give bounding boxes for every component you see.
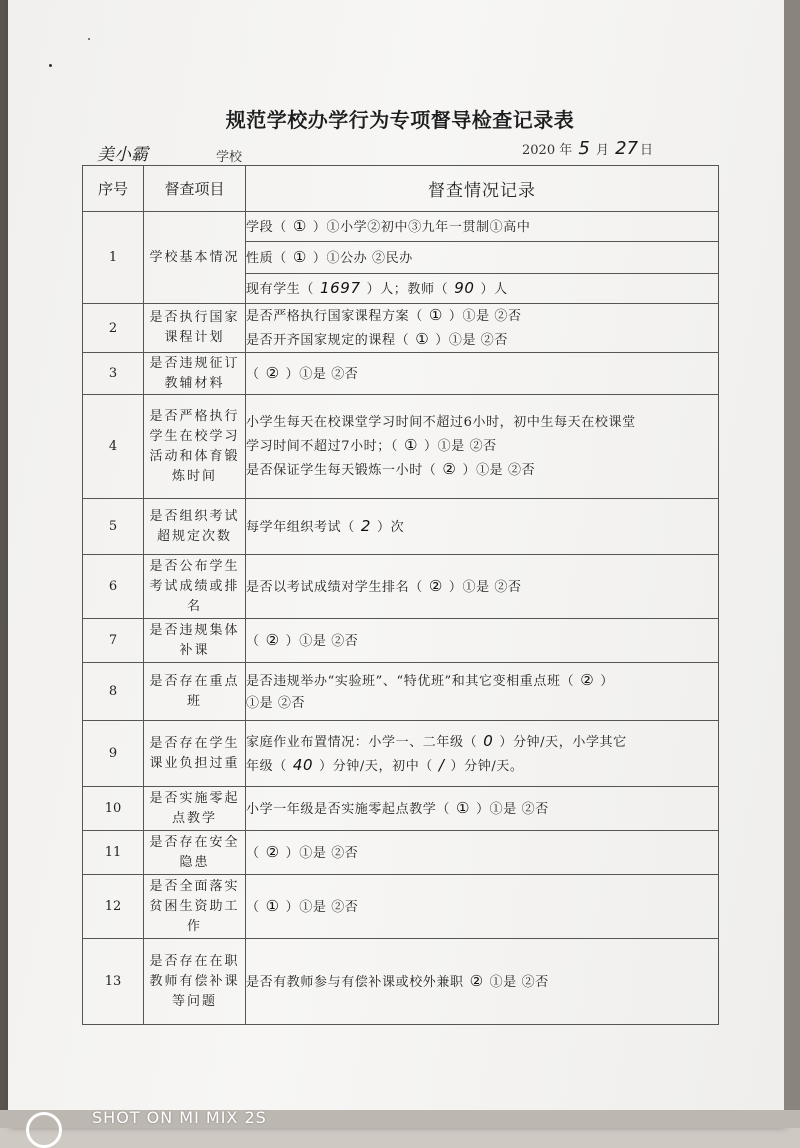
ink-dot (88, 38, 90, 40)
photo-watermark: SHOT ON MI MIX 2S (92, 1108, 267, 1127)
table-row (83, 499, 719, 555)
record-text: ）①公办 ②民办 (312, 250, 413, 266)
row-number: 1 (83, 212, 144, 304)
record-line (246, 362, 718, 386)
handwritten-answer: 40 (292, 755, 314, 774)
row-item: 学校基本情况 (144, 212, 246, 304)
handwritten-answer: ① (292, 216, 307, 235)
record-text: 是否严格执行国家课程方案（ (246, 309, 423, 324)
handwritten-answer: ① (415, 330, 430, 348)
record-text: 小学生每天在校课堂学习时间不超过6小时，初中生每天在校课堂 (246, 414, 636, 430)
record-text: 是否保证学生每天锻炼一小时（ (246, 462, 437, 478)
record-text: 家庭作业布置情况：小学一、二年级（ (246, 734, 478, 750)
record-text: ）人 (480, 281, 508, 297)
row-item: 是否全面落实贫困生资助工作 (144, 875, 246, 939)
row-number: 13 (83, 939, 144, 1025)
row-record (246, 304, 719, 353)
record-text: ）①是 ②否 (285, 633, 359, 649)
record-text: 年级（ (246, 758, 287, 774)
record-text: ）①是 ②否 (285, 366, 359, 382)
handwritten-answer: ① (292, 247, 307, 266)
row-item: 是否公布学生考试成绩或排名 (144, 555, 246, 619)
row-number: 3 (83, 353, 144, 395)
handwritten-answer: 1697 (320, 278, 361, 297)
row-number: 5 (83, 499, 144, 555)
record-text: ）①是 ②否 (285, 845, 359, 861)
row-number: 10 (83, 787, 144, 831)
record-line (246, 246, 718, 270)
row-number: 7 (83, 619, 144, 663)
record-line (246, 277, 718, 301)
row-record (246, 395, 719, 499)
table-row (83, 875, 719, 939)
row-number: 8 (83, 663, 144, 721)
date-month: 5 (578, 138, 590, 159)
record-text: ）①是 ②否 (285, 899, 359, 915)
record-line (246, 970, 718, 994)
handwritten-answer: ① (265, 896, 280, 915)
row-record (246, 619, 719, 663)
row-number: 9 (83, 721, 144, 787)
date-day-unit: 日 (640, 143, 654, 158)
row-record (246, 875, 719, 939)
photo-edge-right (784, 0, 800, 1128)
record-text: 小学一年级是否实施零起点教学（ (246, 801, 451, 817)
row-number: 4 (83, 395, 144, 499)
row-item: 是否存在在职教师有偿补课等问题 (144, 939, 246, 1025)
row-item: 是否违规集体补课 (144, 619, 246, 663)
handwritten-answer: ② (265, 363, 280, 382)
record-text: 每学年组织考试（ (246, 519, 355, 535)
row-record (246, 939, 719, 1025)
handwritten-answer: ① (403, 435, 419, 454)
school-label: 学校 (216, 150, 243, 165)
record-text: ①是 ②否 (246, 695, 306, 711)
table-row (83, 619, 719, 663)
table-row (83, 353, 719, 395)
row-item: 是否执行国家课程计划 (144, 304, 246, 353)
document-title: 规范学校办学行为专项督导检查记录表 (225, 108, 575, 132)
row-item: 是否违规征订教辅材料 (144, 353, 246, 395)
record-text: ①是 ②否 (489, 974, 549, 990)
record-text: （ (246, 366, 260, 382)
record-text: ）①是 ②否 (462, 462, 536, 478)
record-text: ）人；教师（ (366, 281, 449, 297)
record-text: ）①是 ②否 (448, 309, 522, 324)
handwritten-answer: ② (428, 576, 443, 595)
date-year-unit: 年 (559, 143, 573, 158)
row-record (246, 353, 719, 395)
record-text: ）分钟/天，初中（ (319, 758, 433, 774)
record-text: ） (600, 673, 614, 689)
record-line (246, 841, 718, 865)
row-number: 2 (83, 304, 144, 353)
table-row (83, 212, 719, 242)
handwritten-answer: / (438, 755, 445, 774)
row-record (246, 274, 719, 304)
record-text: ）分钟/天，小学其它 (499, 734, 627, 750)
school-name-handwritten: 美小霸 (97, 145, 148, 165)
row-item: 是否存在安全隐患 (144, 831, 246, 875)
table-row (83, 395, 719, 499)
handwritten-answer: ② (265, 630, 280, 649)
handwritten-answer: ② (469, 971, 484, 990)
record-line (246, 797, 718, 821)
record-text: 是否以考试成绩对学生排名（ (246, 579, 423, 595)
table-row (83, 663, 719, 721)
record-text: 现有学生（ (246, 281, 315, 297)
header-record: 督查情况记录 (246, 166, 719, 212)
table-row (83, 304, 719, 353)
record-text: 学段（ (246, 219, 287, 235)
record-line (246, 629, 718, 653)
record-line (246, 458, 718, 482)
row-record (246, 555, 719, 619)
row-record (246, 721, 719, 787)
record-text: ）①是 ②否 (476, 801, 549, 817)
row-number: 11 (83, 831, 144, 875)
row-record (246, 663, 719, 721)
record-line (246, 328, 718, 352)
header-no: 序号 (83, 166, 144, 212)
record-text: 是否有教师参与有偿补课或校外兼职 (246, 974, 464, 990)
row-item: 是否严格执行学生在校学习活动和体育锻炼时间 (144, 395, 246, 499)
table-row (83, 831, 719, 875)
handwritten-answer: ① (428, 306, 443, 324)
record-line (246, 412, 718, 434)
record-line (246, 730, 718, 754)
table-row (83, 939, 719, 1025)
handwritten-answer: ② (442, 459, 457, 478)
row-number: 12 (83, 875, 144, 939)
table-row (83, 721, 719, 787)
record-text: ）次 (376, 519, 405, 535)
record-text: 学习时间不超过7小时；（ (246, 438, 398, 454)
row-record (246, 242, 719, 274)
camera-logo-icon (26, 1112, 62, 1148)
record-text: 是否违规举办“实验班”、“特优班”和其它变相重点班（ (246, 673, 575, 689)
inspection-table (82, 165, 719, 1025)
row-record (246, 212, 719, 242)
table-row (83, 787, 719, 831)
table-row (83, 555, 719, 619)
record-text: ）①是 ②否 (424, 438, 497, 454)
record-line (246, 304, 718, 328)
handwritten-answer: 90 (454, 278, 475, 297)
record-line (246, 693, 718, 715)
row-item: 是否存在学生课业负担过重 (144, 721, 246, 787)
record-text: 性质（ (246, 250, 287, 266)
handwritten-answer: ② (580, 670, 595, 689)
record-line (246, 515, 718, 539)
ink-dot (49, 64, 52, 67)
row-record (246, 499, 719, 555)
date-line (522, 138, 653, 159)
row-record (246, 831, 719, 875)
record-text: 是否开齐国家规定的课程（ (246, 333, 410, 348)
record-text: （ (246, 899, 260, 915)
row-item: 是否组织考试超规定次数 (144, 499, 246, 555)
row-record (246, 787, 719, 831)
handwritten-answer: ① (456, 798, 471, 817)
record-line (246, 215, 718, 239)
record-line (246, 575, 718, 599)
row-number: 6 (83, 555, 144, 619)
date-year: 2020 (522, 143, 556, 158)
row-item: 是否实施零起点教学 (144, 787, 246, 831)
record-line (246, 434, 718, 458)
handwritten-answer: ② (265, 842, 280, 861)
record-line (246, 895, 718, 919)
record-text: ）①小学②初中③九年一贯制①高中 (312, 219, 531, 235)
date-month-unit: 月 (595, 143, 609, 158)
table-header-row (83, 166, 719, 212)
record-text: ）①是 ②否 (435, 333, 508, 348)
date-day: 27 (615, 138, 639, 159)
header-item: 督查项目 (144, 166, 246, 212)
handwritten-answer: 0 (483, 731, 494, 750)
row-item: 是否存在重点班 (144, 663, 246, 721)
record-text: （ (246, 845, 260, 861)
record-line (246, 754, 718, 778)
record-text: ）①是 ②否 (448, 579, 522, 595)
record-text: （ (246, 633, 260, 649)
handwritten-answer: 2 (360, 516, 371, 535)
record-text: ）分钟/天。 (450, 758, 524, 774)
record-line (246, 669, 718, 693)
